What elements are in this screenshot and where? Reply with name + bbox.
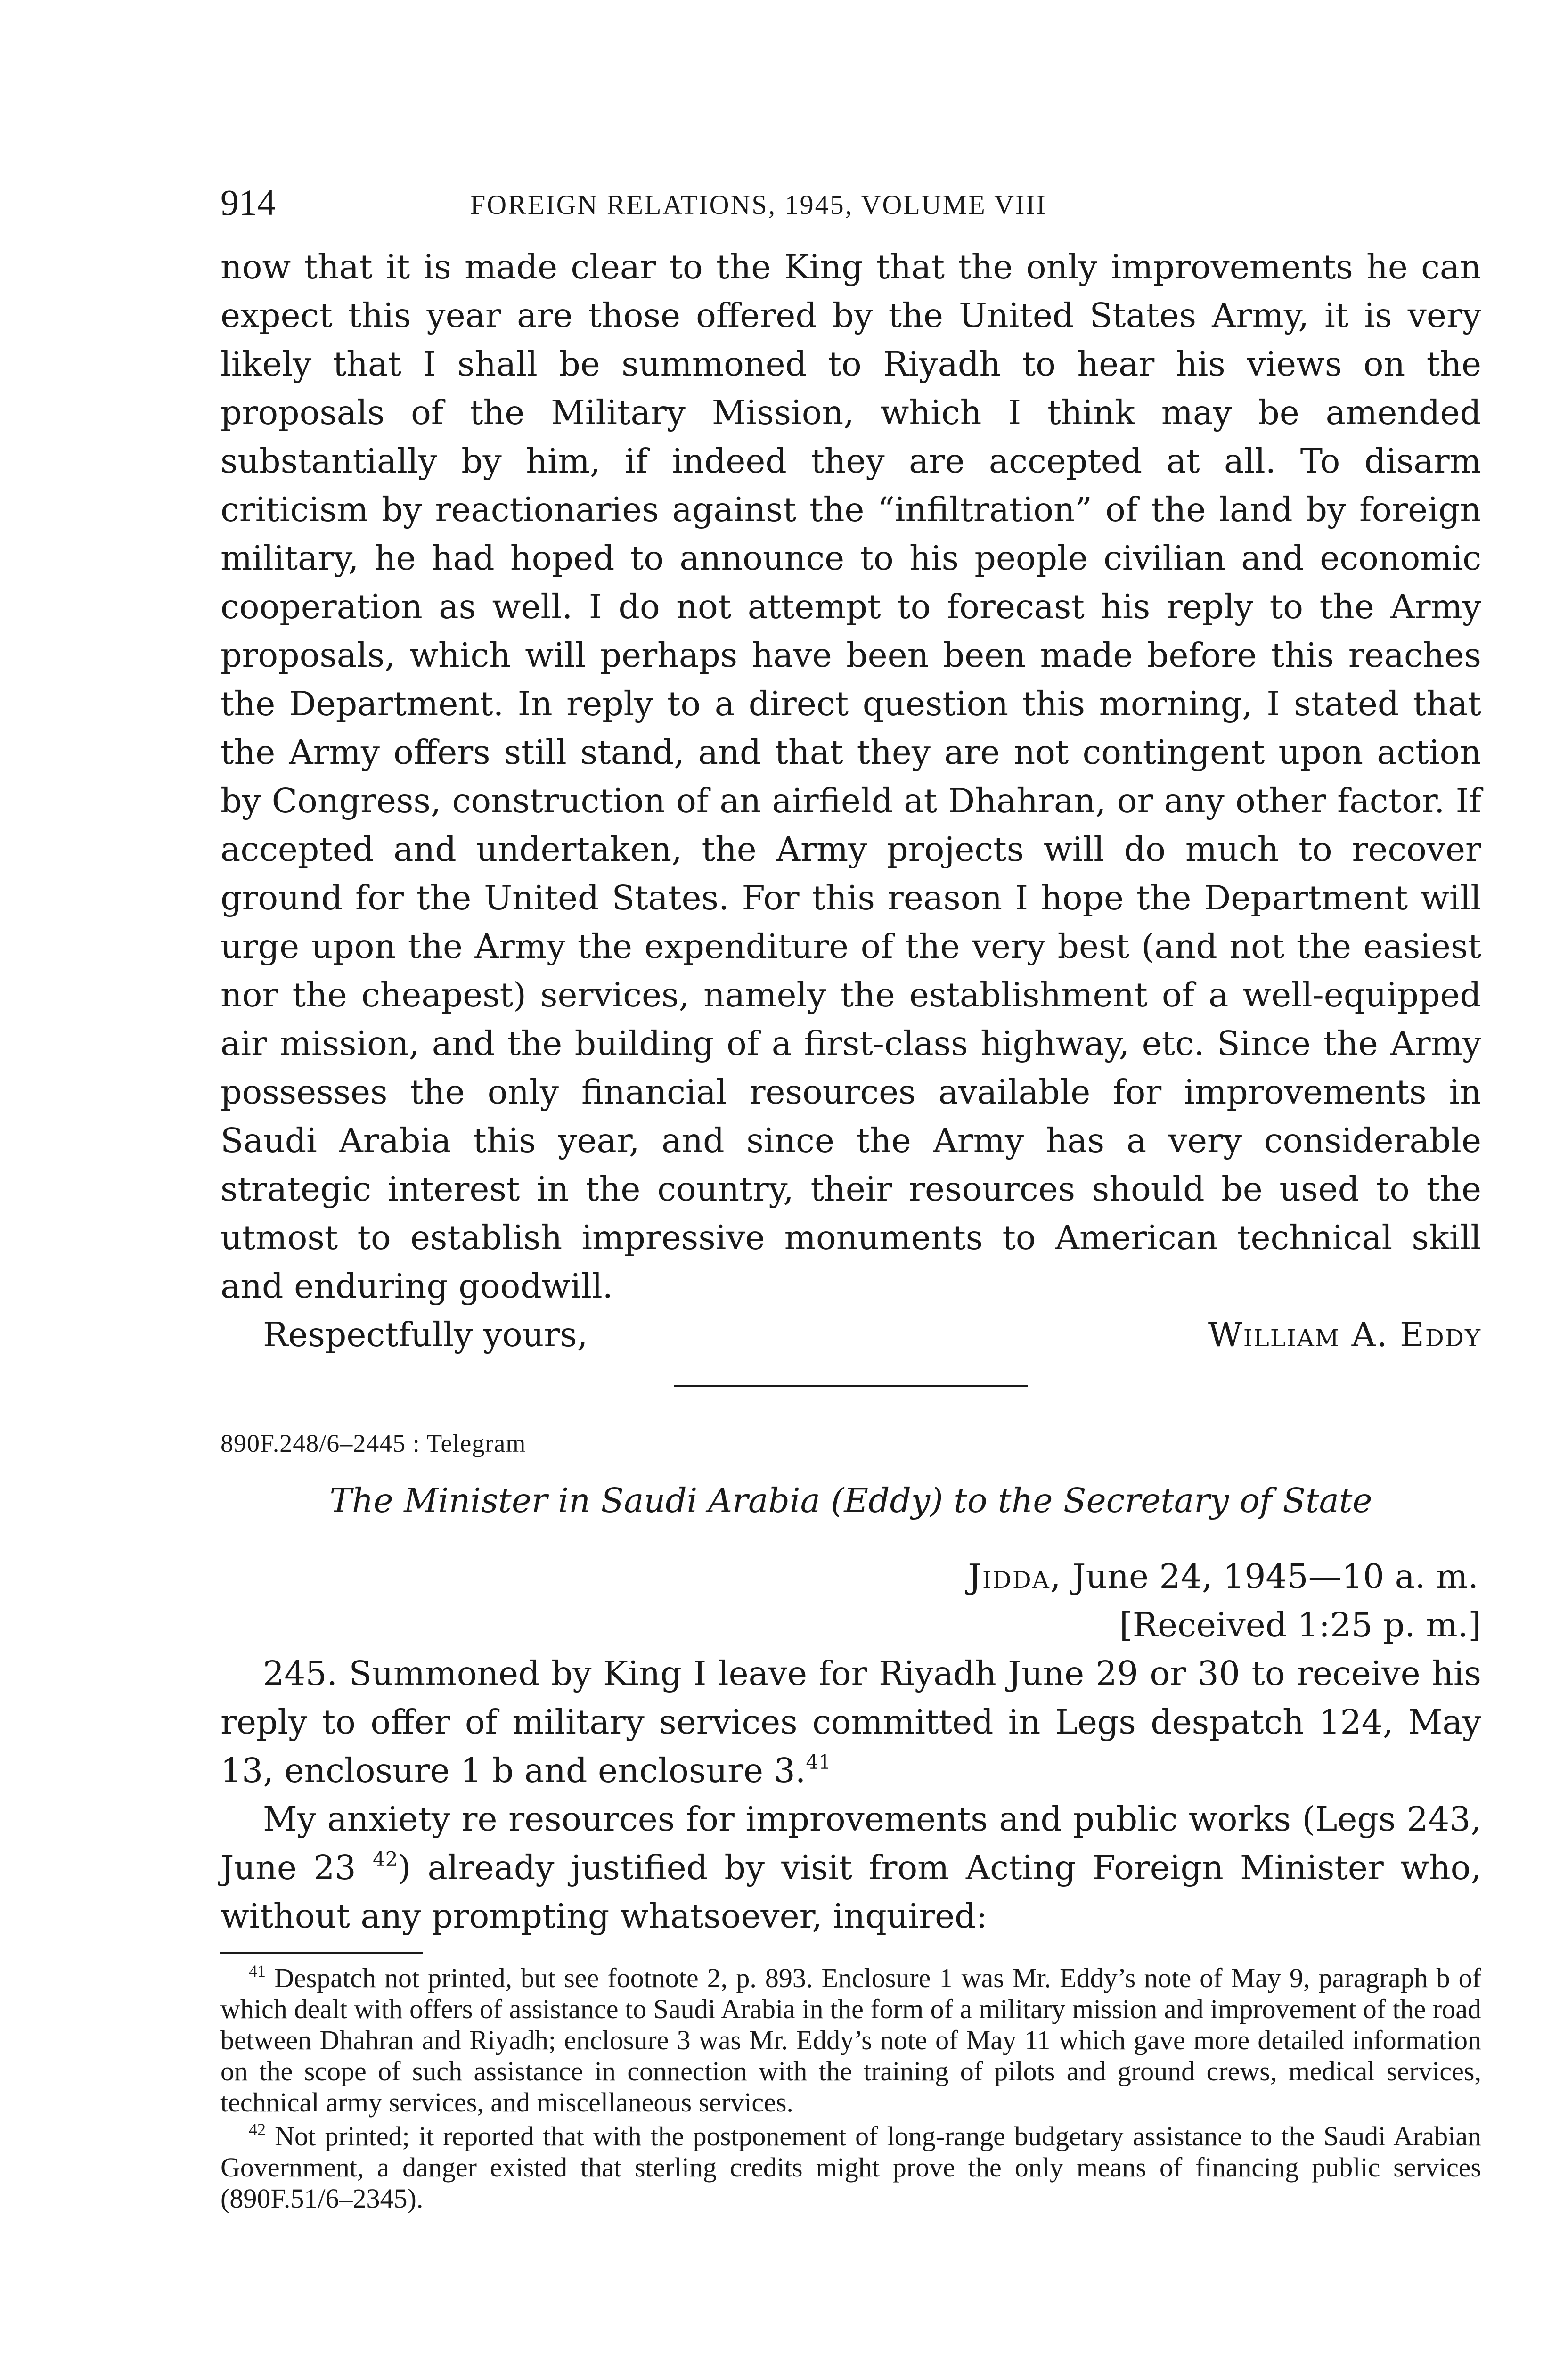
section-divider	[674, 1385, 1028, 1387]
letter-body: now that it is made clear to the King that the only improvements he can expect this year are those offered by the United States Army, it is very likely that I shall be summoned to Riyadh to hear his views on the proposals of the Military Mission, which I think may be amended substantially by him, if indeed they are accepted at all. To disarm criticism by reactionaries against the “infiltration” of the land by foreign military, he had hoped to announce to his people civilian and economic cooperation as well. I do not attempt to forecast his reply to the Army proposals, which will perhaps have been been made before this reaches the Department. In reply to a direct question this morning, I stated that the Army offers still stand, and that they are not contingent upon action by Congress, construction of an airfield at Dhahran, or any other factor. If accepted and undertaken, the Army projects will do much to recover ground for the United States. For this reason I hope the Department will urge upon the Army the expenditure of the very best (and not the easiest nor the cheapest) services, namely the establishment of a well-equipped air mission, and the building of a first-class highway, etc. Since the Army possesses the only financial resources available for improvements in Saudi Arabia this year, and since the Army has a very considerable strategic interest in the country, their resources should be used to the utmost to establish impressive monuments to American technical skill and enduring goodwill.	[220, 247, 1481, 1306]
letter-closing	[220, 1310, 1481, 1359]
telegram-paragraph-2-pre: My anxiety re resources for improvements and public works (Legs 243, June 23	[220, 1800, 1481, 1887]
journal-title: FOREIGN RELATIONS, 1945, VOLUME VIII	[470, 189, 1047, 220]
footnote-41	[220, 1963, 1481, 2118]
footnote-42-mark: 42	[249, 2120, 266, 2139]
file-reference: 890F.248/6–2445 : Telegram	[220, 1429, 526, 1457]
received-note: [Received 1:25 p. m.]	[1119, 1605, 1481, 1644]
dateline	[220, 1552, 1481, 1601]
telegram-paragraph-2	[220, 1795, 1481, 1940]
signature: William A. Eddy	[1208, 1315, 1481, 1354]
document-page	[220, 179, 1481, 2214]
footnote-rule	[220, 1952, 423, 1954]
telegram-paragraph-1-text: 245. Summoned by King I leave for Riyadh June 29 or 30 to receive his reply to offer of military services committed in Legs despatch 124, May 13, enclosure 1 b and enclosure 3.	[220, 1654, 1481, 1790]
footnote-ref-41[interactable]: 41	[806, 1751, 831, 1774]
dateline-place: Jidda,	[968, 1557, 1062, 1596]
telegram-paragraph-2-post: ) already justified by visit from Acting Foreign Minister who, without any prompting whatsoever, inquired:	[220, 1848, 1481, 1936]
footnote-41-text: Despatch not printed, but see footnote 2, p. 893. Enclosure 1 was Mr. Eddy’s note of May 9, paragraph b of which dealt with offers of assistance to Saudi Arabia in the form of a military mission and improvement of the road between Dhahran and Riyadh; enclosure 3 was Mr. Eddy’s note of May 11 which gave more detailed information on the scope of such assistance in connection with the training of pilots and ground crews, medical services, technical army services, and miscellaneous services.	[220, 1963, 1481, 2118]
running-head	[220, 179, 1481, 226]
footnote-42	[220, 2121, 1481, 2214]
footnote-41-mark: 41	[249, 1962, 266, 1980]
telegram-paragraph-1	[220, 1649, 1481, 1795]
dateline-date: June 24, 1945—10 a. m.	[1062, 1557, 1478, 1596]
document-heading: The Minister in Saudi Arabia (Eddy) to the Secretary of State	[329, 1481, 1372, 1520]
complimentary-close: Respectfully yours,	[263, 1315, 588, 1354]
page-number: 914	[220, 182, 276, 223]
footnote-42-text: Not printed; it reported that with the postponement of long-range budgetary assistance to the Saudi Arabian Government, a danger existed that sterling credits might prove the only means of financing public services (890F.51/6–2345).	[220, 2121, 1481, 2214]
footnote-ref-42[interactable]: 42	[373, 1848, 398, 1871]
